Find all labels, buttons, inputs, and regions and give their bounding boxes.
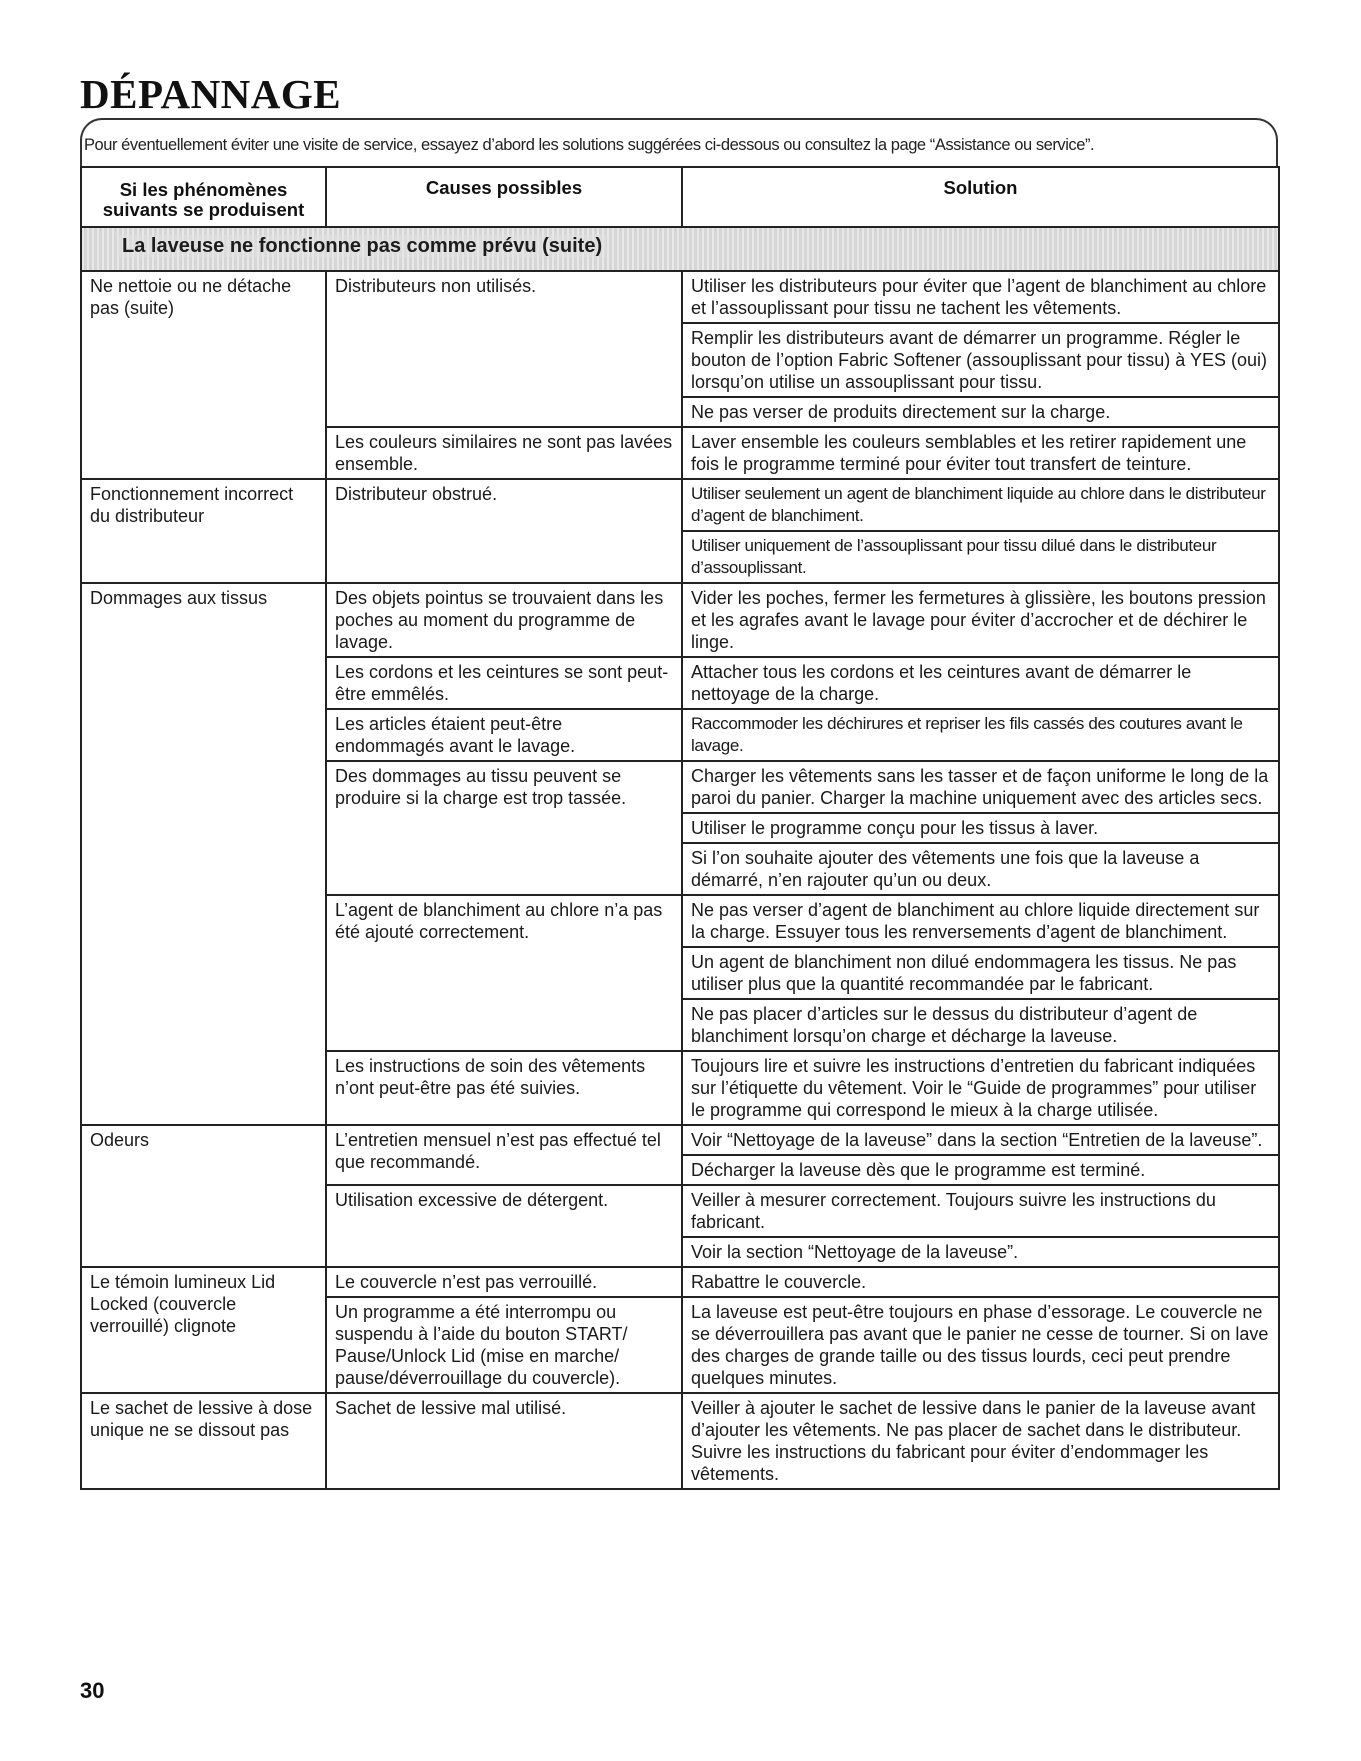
table-row <box>81 1267 1279 1297</box>
cause-cell: Utilisation excessive de détergent. <box>326 1185 682 1267</box>
solution-cell: La laveuse est peut-être toujours en phase d’essorage. Le couvercle ne se déverrouillera pas avant que le panier ne cesse de tourner. Si on lave des charges de grande taille ou des tissus lourds, ceci peut prendre quelques minutes. <box>682 1297 1279 1393</box>
solution-cell: Utiliser le programme conçu pour les tissus à laver. <box>682 813 1279 843</box>
cause-cell: Un programme a été interrompu ou suspendu à l’aide du bouton START/ Pause/Unlock Lid (mise en marche/ pause/déverrouillage du couvercle). <box>326 1297 682 1393</box>
problem-cell: Ne nettoie ou ne détache pas (suite) <box>81 271 326 479</box>
table-row <box>81 271 1279 323</box>
cause-cell: Les couleurs similaires ne sont pas lavées ensemble. <box>326 427 682 479</box>
cause-cell: L’agent de blanchiment au chlore n’a pas été ajouté correctement. <box>326 895 682 1051</box>
cause-cell: Des dommages au tissu peuvent se produire si la charge est trop tassée. <box>326 761 682 895</box>
solution-cell: Vider les poches, fermer les fermetures à glissière, les boutons pression et les agrafes avant le lavage pour éviter d’accrocher et de déchirer le linge. <box>682 583 1279 657</box>
table-header-row <box>81 167 1279 227</box>
solution-cell: Veiller à ajouter le sachet de lessive dans le panier de la laveuse avant d’ajouter les vêtements. Ne pas placer de sachet dans le distributeur. Suivre les instructions du fabricant pour éviter d’endommager les vêtements. <box>682 1393 1279 1489</box>
problem-cell: Le sachet de lessive à dose unique ne se dissout pas <box>81 1393 326 1489</box>
solution-cell: Laver ensemble les couleurs semblables et les retirer rapidement une fois le programme terminé pour éviter tout transfert de teinture. <box>682 427 1279 479</box>
problem-cell: Le témoin lumineux Lid Locked (couvercle verrouillé) clignote <box>81 1267 326 1393</box>
intro-text: Pour éventuellement éviter une visite de service, essayez d’abord les solutions suggérées ci-dessous ou consultez la page “Assistance ou service”. <box>84 136 1095 154</box>
section-band <box>81 227 1279 271</box>
solution-cell: Décharger la laveuse dès que le programme est terminé. <box>682 1155 1279 1185</box>
solution-cell: Ne pas verser d’agent de blanchiment au chlore liquide directement sur la charge. Essuyer tous les renversements d’agent de blanchiment. <box>682 895 1279 947</box>
solution-cell: Attacher tous les cordons et les ceintures avant de démarrer le nettoyage de la charge. <box>682 657 1279 709</box>
cause-cell: Des objets pointus se trouvaient dans les poches au moment du programme de lavage. <box>326 583 682 657</box>
page-number: 30 <box>80 1678 105 1703</box>
solution-cell: Si l’on souhaite ajouter des vêtements une fois que la laveuse a démarré, n’en rajouter qu’un ou deux. <box>682 843 1279 895</box>
troubleshooting-table <box>80 166 1280 1490</box>
solution-cell: Veiller à mesurer correctement. Toujours suivre les instructions du fabricant. <box>682 1185 1279 1237</box>
solution-cell: Utiliser seulement un agent de blanchiment liquide au chlore dans le distributeur d’agent de blanchiment. <box>682 479 1279 531</box>
table-row <box>81 583 1279 657</box>
cause-cell: Les instructions de soin des vêtements n’ont peut-être pas été suivies. <box>326 1051 682 1125</box>
solution-cell: Charger les vêtements sans les tasser et de façon uniforme le long de la paroi du panier. Charger la machine uniquement avec des articles secs. <box>682 761 1279 813</box>
solution-cell: Voir la section “Nettoyage de la laveuse”. <box>682 1237 1279 1267</box>
solution-cell: Raccommoder les déchirures et repriser les fils cassés des coutures avant le lavage. <box>682 709 1279 761</box>
solution-cell: Utiliser uniquement de l’assouplissant pour tissu dilué dans le distributeur d’assouplissant. <box>682 531 1279 583</box>
header-causes: Causes possibles <box>326 167 682 227</box>
problem-cell: Odeurs <box>81 1125 326 1267</box>
page-title: DÉPANNAGE <box>80 71 342 117</box>
cause-cell: Sachet de lessive mal utilisé. <box>326 1393 682 1489</box>
cause-cell: Distributeur obstrué. <box>326 479 682 583</box>
solution-cell: Ne pas verser de produits directement sur la charge. <box>682 397 1279 427</box>
intro-box <box>80 118 1278 166</box>
table-row <box>81 479 1279 531</box>
header-solution: Solution <box>682 167 1279 227</box>
solution-cell: Un agent de blanchiment non dilué endommagera les tissus. Ne pas utiliser plus que la quantité recommandée par le fabricant. <box>682 947 1279 999</box>
cause-cell: L’entretien mensuel n’est pas effectué tel que recommandé. <box>326 1125 682 1185</box>
problem-cell: Fonctionnement incorrect du distributeur <box>81 479 326 583</box>
cause-cell: Les cordons et les ceintures se sont peut-être emmêlés. <box>326 657 682 709</box>
cause-cell: Distributeurs non utilisés. <box>326 271 682 427</box>
section-row <box>81 227 1279 271</box>
solution-cell: Toujours lire et suivre les instructions d’entretien du fabricant indiquées sur l’étiquette du vêtement. Voir le “Guide de programmes” pour utiliser le programme qui correspond le mieux à la charge utilisée. <box>682 1051 1279 1125</box>
header-problem: Si les phénomènes suivants se produisent <box>81 167 326 227</box>
cause-cell: Le couvercle n’est pas verrouillé. <box>326 1267 682 1297</box>
solution-cell: Ne pas placer d’articles sur le dessus du distributeur d’agent de blanchiment lorsqu’on charge et décharge la laveuse. <box>682 999 1279 1051</box>
solution-cell: Utiliser les distributeurs pour éviter que l’agent de blanchiment au chlore et l’assouplissant pour tissu ne tachent les vêtements. <box>682 271 1279 323</box>
table-row <box>81 1125 1279 1155</box>
solution-cell: Voir “Nettoyage de la laveuse” dans la section “Entretien de la laveuse”. <box>682 1125 1279 1155</box>
solution-cell: Rabattre le couvercle. <box>682 1267 1279 1297</box>
solution-cell: Remplir les distributeurs avant de démarrer un programme. Régler le bouton de l’option Fabric Softener (assouplissant pour tissu) à YES (oui) lorsqu’on utilise un assouplissant pour tissu. <box>682 323 1279 397</box>
table-row <box>81 1393 1279 1489</box>
problem-cell: Dommages aux tissus <box>81 583 326 1125</box>
cause-cell: Les articles étaient peut-être endommagés avant le lavage. <box>326 709 682 761</box>
section-label: La laveuse ne fonctionne pas comme prévu (suite) <box>118 235 606 257</box>
